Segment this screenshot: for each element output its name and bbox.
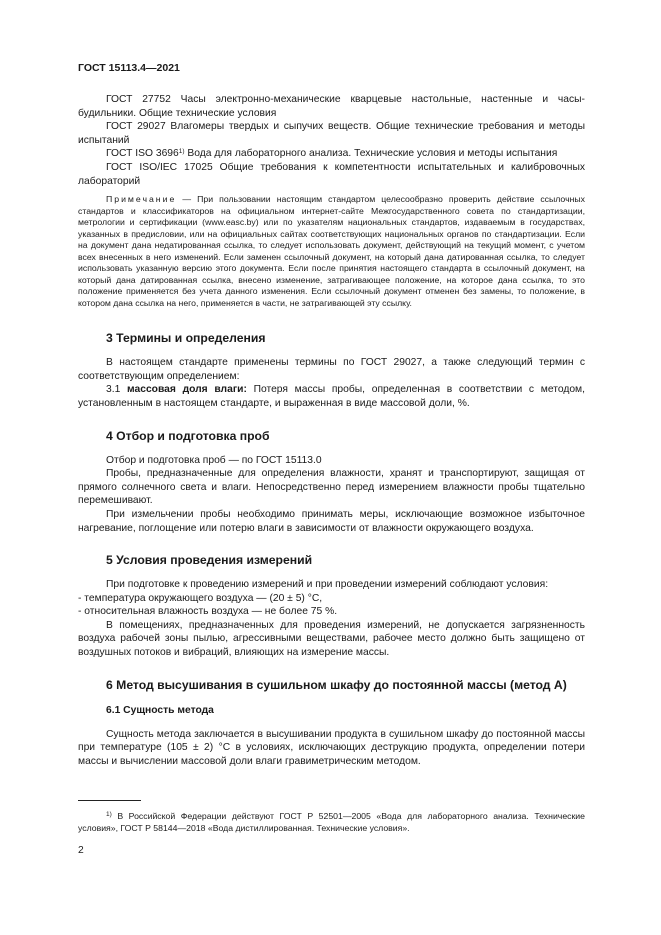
ref-gost-iso-iec-17025: ГОСТ ISO/IEC 17025 Общие требования к компетентности испытательных и калибровочных лабораторий [78, 161, 585, 187]
section-4-p3: При измельчении пробы необходимо принимать меры, исключающие возможное избыточное нагревание, поглощение или потерю влаги в зависимости от влажности окружающего воздуха. [78, 508, 585, 534]
footnote-mark: 1) [106, 811, 112, 818]
term-name: массовая доля влаги: [127, 384, 247, 396]
term-definition: Потеря массы пробы, определенная в соответствии с методом, установленным в настоящем стандарте, и выраженная в виде массовой доли, %. [78, 384, 585, 409]
section-5-title: 5 Условия проведения измерений [106, 553, 313, 568]
section-4-p2: Пробы, предназначенные для определения влажности, хранят и транспортируют, защищая от прямого солнечного света и влаги. Непосредственно перед измерением влажности пробы тщательно перемешивают. [78, 468, 585, 507]
section-5-p3: - относительная влажность воздуха — не более 75 %. [78, 606, 338, 618]
footnote [78, 811, 585, 834]
document-body [78, 93, 585, 768]
subsection-6-1-title: 6.1 Сущность метода [106, 704, 214, 716]
section-3-intro: В настоящем стандарте применены термины по ГОСТ 29027, а также следующий термин с соответствующим определением: [78, 357, 585, 382]
ref-gost-27752: ГОСТ 27752 Часы электронно-механические кварцевые настольные, настенные и часы-будильники. Общие технические условия [78, 94, 585, 119]
section-4-p1: Отбор и подготовка проб — по ГОСТ 15113.0 [106, 454, 322, 466]
note-paragraph [78, 194, 585, 309]
term-number: 3.1 [106, 384, 121, 396]
section-5-p1: При подготовке к проведению измерений и при проведении измерений соблюдают условия: [106, 579, 549, 591]
ref-gost-29027: ГОСТ 29027 Влагомеры твердых и сыпучих веществ. Общие технические требования и методы испытаний [78, 121, 585, 146]
ref-iso3696-title: Вода для лабораторного анализа. Технические условия и методы испытания [187, 148, 558, 160]
note-label: Примечание [106, 194, 177, 205]
section-4-title: 4 Отбор и подготовка проб [106, 428, 270, 443]
page-number: 2 [78, 845, 84, 856]
footnote-text: В Российской Федерации действуют ГОСТ Р 52501—2005 «Вода для лабораторного анализа. Технические условия», ГОСТ Р 58144—2018 «Вода дистиллированная. Технические условия». [78, 811, 585, 833]
section-5-p4: В помещениях, предназначенных для проведения измерений, не допускается загрязненность воздуха рабочей зоны пылью, агрессивными веществами, рабочее место должно быть защищено от воздушных потоков и вибраций, влияющих на измерение массы. [78, 619, 585, 659]
term-3-1 [78, 383, 585, 410]
section-6-title: 6 Метод высушивания в сушильном шкафу до постоянной массы (метод А) [106, 677, 567, 692]
footnote-divider [78, 800, 141, 801]
note-text: — При пользовании настоящим стандартом целесообразно проверить действие ссылочных стандартов и классификаторов на официальном интернет-сайте Межгосударственного совета по стандартизации, метрологии и сертификации (www.easc.by) или по указателям национальных стандартов, издаваемым в государствах, указанных в предисловии, или на официальных сайтах соответствующих национальных органов по стандартизации. Если на документ дана недатированная ссылка, то следует использовать документ, действующий на текущий момент, с учетом всех внесенных в него изменений. Если заменен ссылочный документ, на который дана датированная ссылка, то следует использовать указанную версию этого документа. Если после принятия настоящего стандарта в ссылочный документ, на который дана датированная ссылка, внесено изменение, затрагивающее положение, на которое дана ссылка, то это положение применяется без учета данного изменения. Если ссылочный документ отменен без замены, то положение, в котором дана ссылка на него, применяется в части, не затрагивающей эту ссылку. [78, 194, 585, 308]
section-6-1-p1: Сущность метода заключается в высушивании продукта в сушильном шкафу до постоянной массы при температуре (105 ± 2) °C в условиях, исключающих деструкцию продукта, определении потери массы и вычислении массовой доли влаги гравиметрическим методом. [78, 728, 585, 767]
section-3-title: 3 Термины и определения [106, 331, 266, 346]
ref-iso3696-code: ГОСТ ISO 3696 [106, 148, 179, 160]
section-5-p2: - температура окружающего воздуха — (20 ± 5) °C, [78, 592, 323, 604]
ref-gost-iso-3696 [78, 147, 585, 161]
document-header: ГОСТ 15113.4—2021 [78, 62, 180, 74]
footnote-ref-mark: 1) [178, 148, 185, 156]
